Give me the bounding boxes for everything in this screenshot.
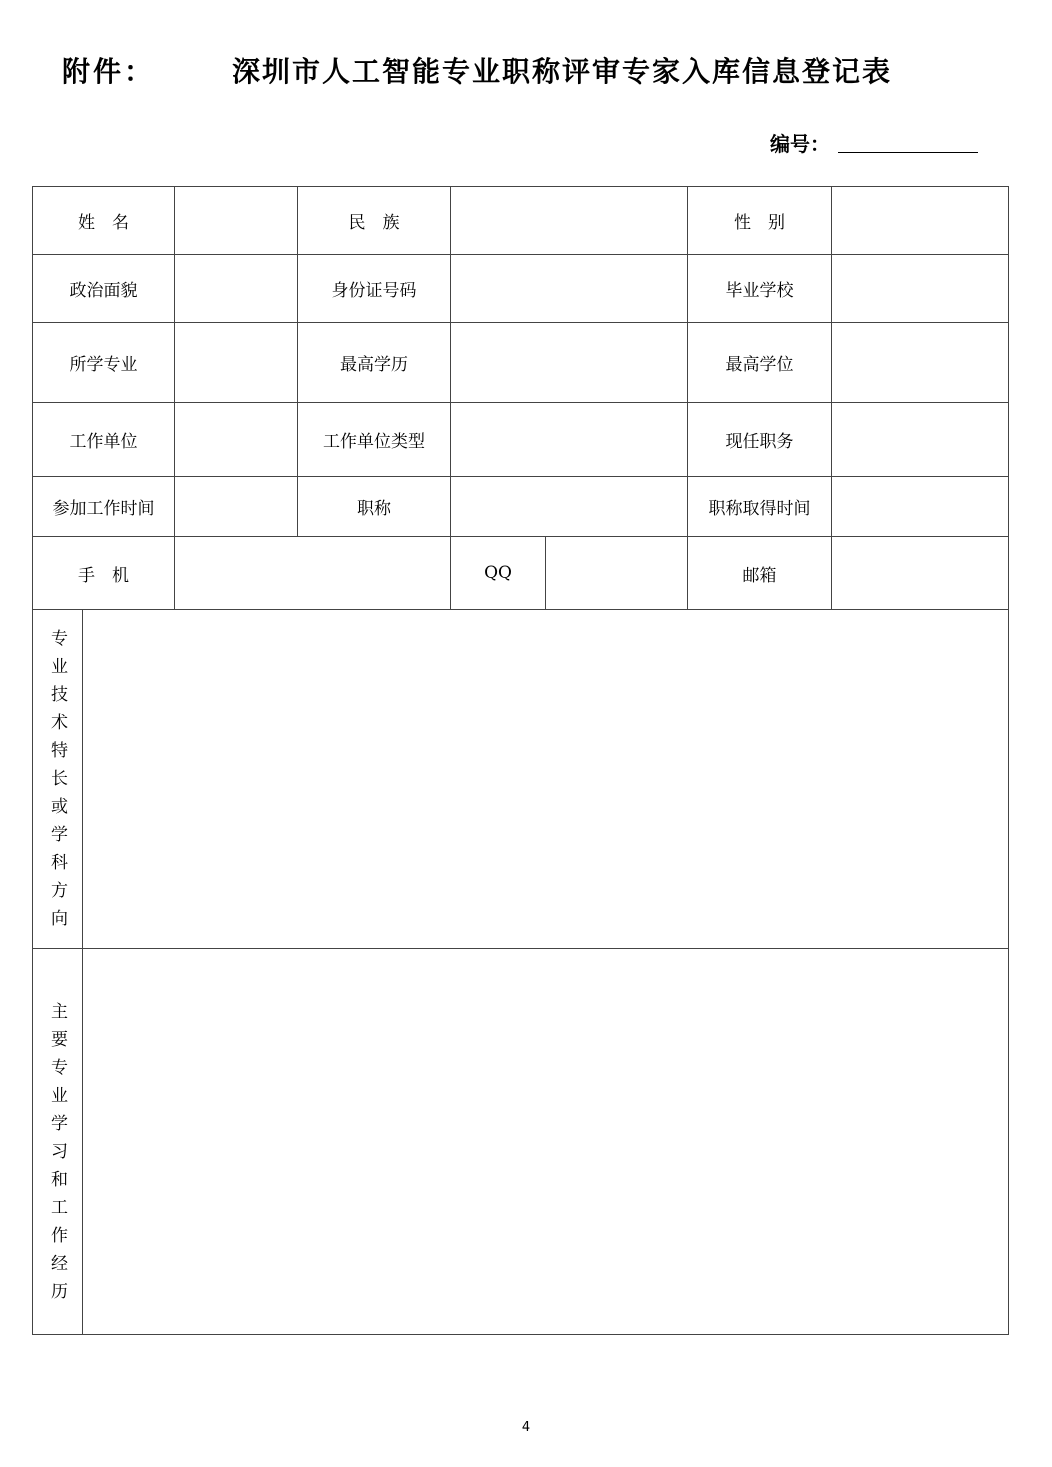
ethnicity-field[interactable]: [451, 187, 688, 255]
serial-number-field[interactable]: [838, 152, 978, 153]
gender-label: 性 别: [688, 187, 832, 255]
current-position-label: 现任职务: [688, 403, 832, 477]
political-status-label: 政治面貌: [33, 255, 175, 323]
id-number-label: 身份证号码: [298, 255, 451, 323]
work-unit-label: 工作单位: [33, 403, 175, 477]
experience-label-cell: [33, 949, 83, 1335]
work-start-label: 参加工作时间: [33, 477, 175, 537]
expertise-label-cell: [33, 610, 83, 949]
work-unit-type-label: 工作单位类型: [298, 403, 451, 477]
highest-degree-label: 最高学位: [688, 323, 832, 403]
major-label: 所学专业: [33, 323, 175, 403]
title-label: 职称: [298, 477, 451, 537]
experience-field[interactable]: [83, 949, 1009, 1335]
major-field[interactable]: [175, 323, 298, 403]
serial-number-label: 编号：: [770, 132, 830, 156]
work-start-field[interactable]: [175, 477, 298, 537]
work-unit-type-field[interactable]: [451, 403, 688, 477]
experience-label: 主要专业学习和工作经历: [47, 1002, 67, 1310]
registration-form-table: [32, 186, 1009, 1335]
email-field[interactable]: [832, 537, 1009, 610]
name-field[interactable]: [175, 187, 298, 255]
title-date-label: 职称取得时间: [688, 477, 832, 537]
highest-education-field[interactable]: [451, 323, 688, 403]
current-position-field[interactable]: [832, 403, 1009, 477]
page-title: 深圳市人工智能专业职称评审专家入库信息登记表: [232, 55, 893, 88]
qq-label: QQ: [451, 537, 546, 610]
expertise-label: 专业技术特长或学科方向: [47, 628, 67, 937]
mobile-field[interactable]: [175, 537, 451, 610]
mobile-label: 手 机: [33, 537, 175, 610]
page-number: 4: [521, 1420, 531, 1435]
email-label: 邮箱: [688, 537, 832, 610]
gender-field[interactable]: [832, 187, 1009, 255]
highest-degree-field[interactable]: [832, 323, 1009, 403]
ethnicity-label: 民 族: [298, 187, 451, 255]
qq-field[interactable]: [546, 537, 688, 610]
title-field[interactable]: [451, 477, 688, 537]
graduated-school-field[interactable]: [832, 255, 1009, 323]
highest-education-label: 最高学历: [298, 323, 451, 403]
work-unit-field[interactable]: [175, 403, 298, 477]
expertise-field[interactable]: [83, 610, 1009, 949]
name-label: 姓 名: [33, 187, 175, 255]
id-number-field[interactable]: [451, 255, 688, 323]
graduated-school-label: 毕业学校: [688, 255, 832, 323]
political-status-field[interactable]: [175, 255, 298, 323]
attachment-label: 附件：: [62, 55, 156, 88]
title-date-field[interactable]: [832, 477, 1009, 537]
